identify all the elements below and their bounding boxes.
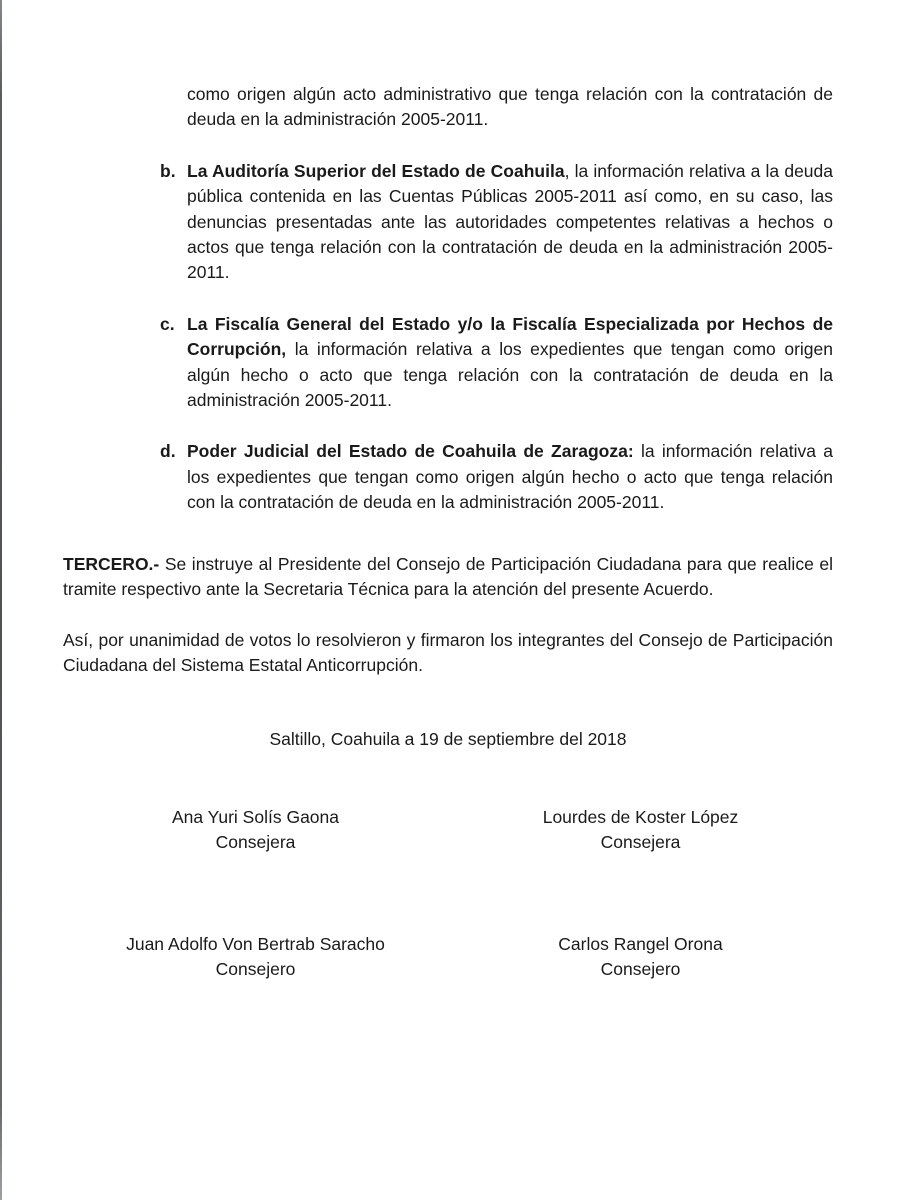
signature-row — [63, 805, 833, 856]
scan-edge-artifact — [0, 0, 2, 1200]
list-item-rest: la información relativa a los expedientes que tengan como origen algún hecho o acto que tenga relación con la contratación de deuda en la administración 2005-2011. — [187, 441, 833, 513]
list-item — [160, 439, 833, 515]
list-item-rest: la información relativa a los expedientes que tengan como origen algún hecho o acto que tenga relación con la contratación de deuda en la administración 2005-2011. — [187, 339, 833, 411]
list-marker: d. — [160, 441, 176, 462]
resolution-block — [63, 552, 833, 679]
signature-block — [63, 932, 448, 983]
signatory-name: Ana Yuri Solís Gaona — [171, 806, 339, 827]
list-marker: c. — [160, 313, 175, 334]
list-item-text — [187, 312, 833, 414]
signature-block — [448, 805, 833, 856]
list-item-rest: , la información relativa a la deuda pública contenida en las Cuentas Públicas 2005-2011 así como, en su caso, las denuncias presentadas ante las autoridades competentes relativas a hechos o actos que tenga relación con la contratación de deuda en la administración 2005-2011. — [187, 160, 834, 283]
continuation-paragraph: como origen algún acto administrativo que tenga relación con la contratación de deuda en la administración 2005-2011. — [187, 84, 833, 130]
signatory-name: Juan Adolfo Von Bertrab Saracho — [126, 933, 385, 954]
signatory-role: Consejero — [600, 958, 681, 979]
list-item-bold-lead: La Auditoría Superior del Estado de Coahuila — [187, 160, 565, 181]
list-item-bold-lead: Poder Judicial del Estado de Coahuila de Zaragoza: — [187, 441, 634, 462]
document-body — [63, 82, 833, 982]
tercero-paragraph — [63, 552, 833, 603]
list-marker: b. — [160, 160, 176, 181]
date-line: Saltillo, Coahuila a 19 de septiembre del 2018 — [269, 729, 627, 750]
signature-block — [63, 805, 448, 856]
signature-grid — [63, 805, 833, 983]
closing-paragraph: Así, por unanimidad de votos lo resolvieron y firmaron los integrantes del Consejo de Participación Ciudadana del Sistema Estatal Anticorrupción. — [63, 629, 833, 675]
list-item-text — [187, 159, 833, 286]
list-item-bold-lead: La Fiscalía General del Estado y/o la Fiscalía Especializada por Hechos de Corrupción, — [187, 313, 833, 360]
signatory-name: Lourdes de Koster López — [542, 806, 739, 827]
list-item — [160, 312, 833, 414]
tercero-label: TERCERO.- — [63, 553, 160, 574]
tercero-text: Se instruye al Presidente del Consejo de Participación Ciudadana para que realice el tramite respectivo ante la Secretaria Técnica para la atención del presente Acuerdo. — [63, 553, 833, 600]
signatory-name: Carlos Rangel Orona — [558, 933, 723, 954]
list-item-text — [187, 439, 833, 515]
signature-block — [448, 932, 833, 983]
signatory-role: Consejero — [215, 958, 296, 979]
list-item — [160, 159, 834, 286]
signatory-role: Consejera — [215, 832, 296, 853]
signatory-role: Consejera — [600, 832, 681, 853]
signature-row — [63, 932, 833, 983]
lettered-list — [63, 159, 833, 516]
